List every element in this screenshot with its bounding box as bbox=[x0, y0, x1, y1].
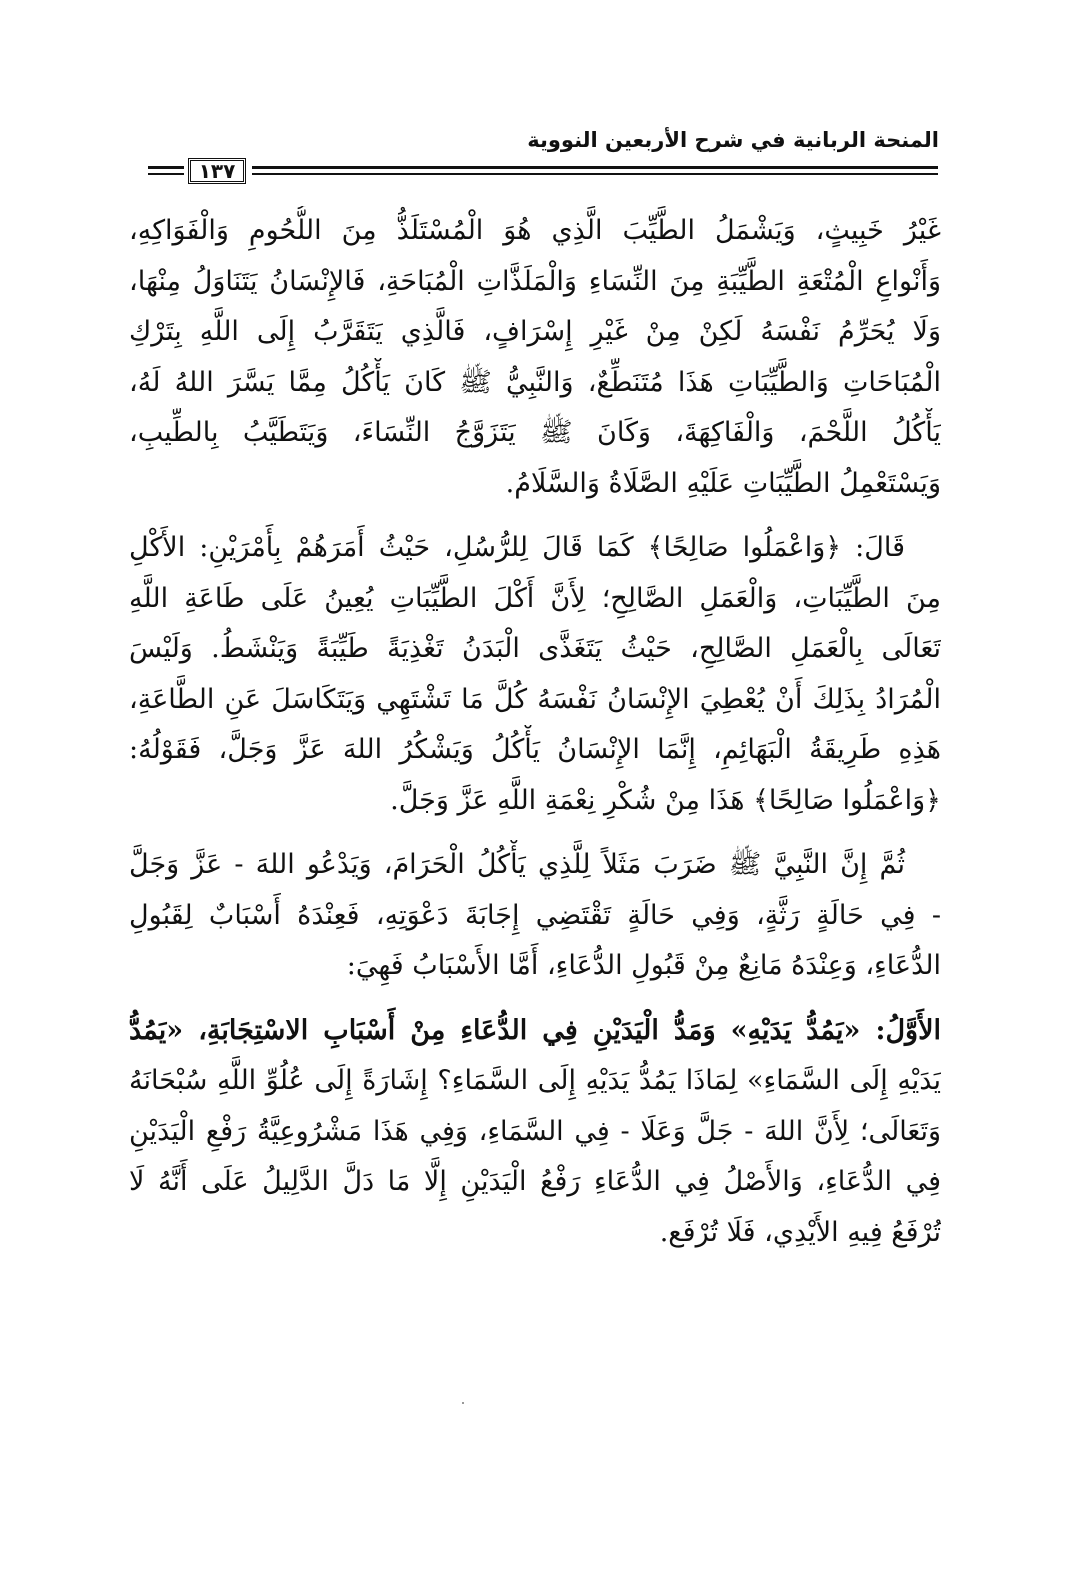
header-rule-left bbox=[148, 166, 184, 169]
text-line: وَتَعَالَى؛ لِأَنَّ اللهَ - جَلَّ وَعَلَا - فِي السَّمَاءِ، وَفِي هَذَا مَشْرُوعِيَّةُ رَفْعِ الْيَدَيْنِ bbox=[129, 1115, 941, 1147]
text-line: ﴿وَاعْمَلُوا صَالِحًا﴾ هَذَا مِنْ شُكْرِ نِعْمَةِ اللَّهِ عَزَّ وَجَلَّ. bbox=[390, 784, 941, 816]
text-line: - فِي حَالَةٍ رَثَّةٍ، وَفِي حَالَةٍ تَقْتَضِي إِجَابَةَ دَعْوَتِهِ، فَعِنْدَهُ أَسْبَابٌ لِقَبُولِ bbox=[129, 899, 941, 931]
paragraph-4 bbox=[129, 1006, 941, 1259]
text-line: غَيْرُ خَبِيثٍ، وَيَشْمَلُ الطَّيِّبَ الَّذِي هُوَ الْمُسْتَلَذُّ مِنَ اللُّحُومِ وَالْفَوَاكِهِ، bbox=[129, 215, 941, 246]
text-line: الْمُرَادُ بِذَلِكَ أَنْ يُعْطِيَ الإِنْسَانُ نَفْسَهُ كُلَّ مَا تَشْتَهِي وَيَتَكَاسَلَ عَنِ الطَّاعَةِ، bbox=[129, 683, 941, 715]
text-line: وَيَسْتَعْمِلُ الطَّيِّبَاتِ عَلَيْهِ الصَّلَاةُ وَالسَّلَامُ. bbox=[505, 467, 941, 499]
text-line: يَدَيْهِ إِلَى السَّمَاءِ» لِمَاذَا يَمُدُّ يَدَيْهِ إِلَى السَّمَاءِ؟ إِشَارَةً إِلَى عُلُوِّ اللَّهِ سُبْحَانَهُ bbox=[129, 1065, 941, 1096]
running-title: المنحة الربانية في شرح الأربعين النووية bbox=[527, 128, 939, 152]
text-line: وَأَنْواعِ الْمُتْعَةِ الطَّيِّبَةِ مِنَ النِّسَاءِ وَالْمَلَذَّاتِ الْمُبَاحَةِ، فَالإِنْسَانُ يَتَنَاوَلُ مِنْهَا، bbox=[129, 265, 941, 297]
text-line: ثُمَّ إِنَّ النَّبِيَّ ﷺ ضَرَبَ مَثَلاً لِلَّذِي يَأْكُلُ الْحَرَامَ، وَيَدْعُو اللهَ - عَزَّ وَجَلَّ bbox=[129, 849, 905, 880]
header-rule-right bbox=[252, 166, 938, 169]
text-line: تُرْفَعُ فِيهِ الأَيْدِي، فَلَا تُرْفَع. bbox=[659, 1216, 941, 1248]
body-text bbox=[129, 206, 941, 1272]
text-line: هَذِهِ طَرِيقَةُ الْبَهَائِمِ، إِنَّمَا الإِنْسَانُ يَأْكُلُ وَيَشْكُرُ اللهَ عَزَّ وَجَلَّ، فَقَوْلُهُ: bbox=[129, 734, 941, 765]
text-line: قَالَ: ﴿وَاعْمَلُوا صَالِحًا﴾ كَمَا قَالَ لِلرُّسُلِ، حَيْثُ أَمَرَهُمْ بِأَمْرَيْنِ: الأَكْلِ bbox=[129, 532, 905, 563]
text-line: وَلَا يُحَرِّمُ نَفْسَهُ لَكِنْ مِنْ غَيْرِ إِسْرَافٍ، فَالَّذِي يَتَقَرَّبُ إِلَى اللَّهِ بِتَرْكِ bbox=[129, 316, 941, 347]
text-line: مِنَ الطَّيِّبَاتِ، وَالْعَمَلِ الصَّالِحِ؛ لِأَنَّ أَكْلَ الطَّيِّبَاتِ يُعِينُ عَلَى طَاعَةِ اللَّهِ bbox=[129, 582, 941, 614]
paragraph-2 bbox=[129, 523, 941, 826]
text-line: فِي الدُّعَاءِ، وَالأَصْلُ فِي الدُّعَاءِ رَفْعُ الْيَدَيْنِ إِلَّا مَا دَلَّ الدَّلِيلُ عَلَى أَنَّهُ لَا bbox=[129, 1166, 941, 1197]
header-rule bbox=[148, 158, 938, 188]
page-number: ١٣٧ bbox=[188, 158, 246, 184]
text-line: يَأْكُلُ اللَّحْمَ، وَالْفَاكِهَةَ، وَكَانَ ﷺ يَتَزَوَّجُ النِّسَاءَ، وَيَتَطَيَّبُ بِالطِّيبِ، bbox=[129, 417, 941, 448]
scan-speck bbox=[462, 1402, 464, 1404]
text-line: الْمُبَاحَاتِ وَالطَّيِّبَاتِ هَذَا مُتَنَطِّعٌ، وَالنَّبِيُّ ﷺ كَانَ يَأْكُلُ مِمَّا يَسَّرَ اللهُ لَهُ، bbox=[129, 366, 941, 398]
text-line: الدُّعَاءِ، وَعِنْدَهُ مَانِعٌ مِنْ قَبُولِ الدُّعَاءِ، أَمَّا الأَسْبَابُ فَهِيَ: bbox=[346, 950, 941, 981]
paragraph-1 bbox=[129, 206, 941, 509]
paragraph-3 bbox=[129, 840, 941, 992]
text-line: تَعَالَى بِالْعَمَلِ الصَّالِحِ، حَيْثُ يَتَغَذَّى الْبَدَنُ تَغْذِيَةً طَيِّبَةً وَيَنْشَطُ. وَلَيْسَ bbox=[129, 633, 941, 664]
text-line: الأَوَّلُ: «يَمُدُّ يَدَيْهِ» وَمَدُّ الْيَدَيْنِ فِي الدُّعَاءِ مِنْ أَسْبَابِ الاسْتِجَابَةِ، «يَمُدُّ bbox=[129, 1014, 941, 1046]
